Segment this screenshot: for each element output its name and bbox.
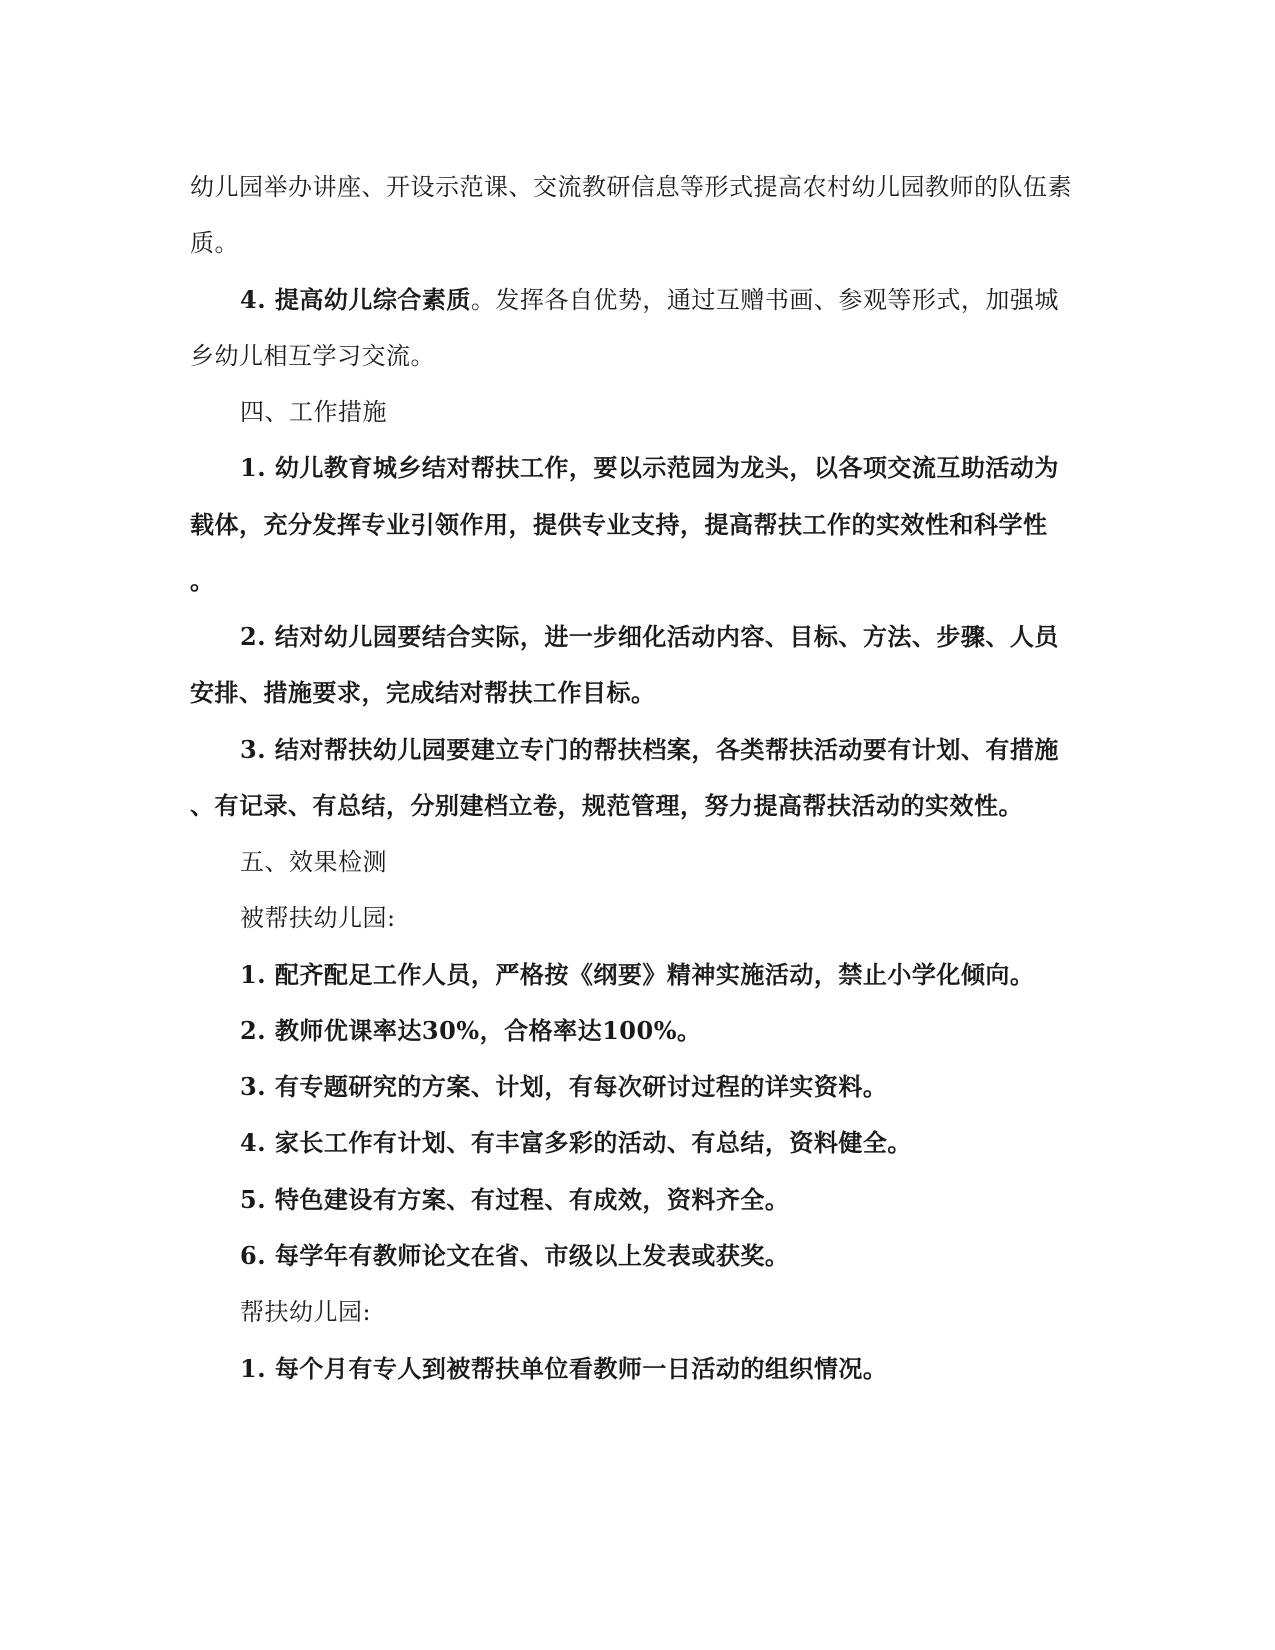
bold-heading: 4. 提高幼儿综合素质: [240, 285, 471, 314]
subheading: 被帮扶幼儿园:: [240, 904, 396, 932]
paragraph-line: 质。: [190, 229, 239, 257]
list-item: 5. 特色建设有方案、有过程、有成效，资料齐全。: [240, 1185, 790, 1214]
list-item: 2. 教师优课率达30%，合格率达100%。: [240, 1016, 702, 1045]
list-item: 1. 配齐配足工作人员，严格按《纲要》精神实施活动，禁止小学化倾向。: [240, 960, 1035, 989]
paragraph-line: 幼儿园举办讲座、开设示范课、交流教研信息等形式提高农村幼儿园教师的队伍素: [190, 173, 1072, 201]
list-item: 6. 每学年有教师论文在省、市级以上发表或获奖。: [240, 1241, 790, 1270]
list-item: 1. 每个月有专人到被帮扶单位看教师一日活动的组织情况。: [240, 1354, 888, 1383]
paragraph-line: 安排、措施要求，完成结对帮扶工作目标。: [190, 678, 656, 707]
paragraph-text: 。发挥各自优势，通过互赠书画、参观等形式，加强城: [470, 286, 1059, 314]
paragraph-line: 载体，充分发挥专业引领作用，提供专业支持，提高帮扶工作的实效性和科学性: [190, 510, 1048, 539]
paragraph-line: 、有记录、有总结，分别建档立卷，规范管理，努力提高帮扶活动的实效性。: [190, 791, 1023, 820]
list-item: 3. 有专题研究的方案、计划，有每次研讨过程的详实资料。: [240, 1072, 888, 1101]
paragraph-line: 3. 结对帮扶幼儿园要建立专门的帮扶档案，各类帮扶活动要有计划、有措施: [240, 735, 1059, 764]
section-heading: 五、效果检测: [240, 848, 387, 876]
paragraph-line: 。: [190, 566, 215, 595]
paragraph-line: [240, 285, 1140, 315]
subheading: 帮扶幼儿园:: [240, 1298, 372, 1326]
list-item: 4. 家长工作有计划、有丰富多彩的活动、有总结，资料健全。: [240, 1128, 912, 1157]
section-heading: 四、工作措施: [240, 398, 387, 426]
paragraph-line: 乡幼儿相互学习交流。: [190, 342, 435, 370]
paragraph-line: 1. 幼儿教育城乡结对帮扶工作，要以示范园为龙头，以各项交流互助活动为: [240, 453, 1059, 482]
paragraph-line: 2. 结对幼儿园要结合实际，进一步细化活动内容、目标、方法、步骤、人员: [240, 622, 1059, 651]
